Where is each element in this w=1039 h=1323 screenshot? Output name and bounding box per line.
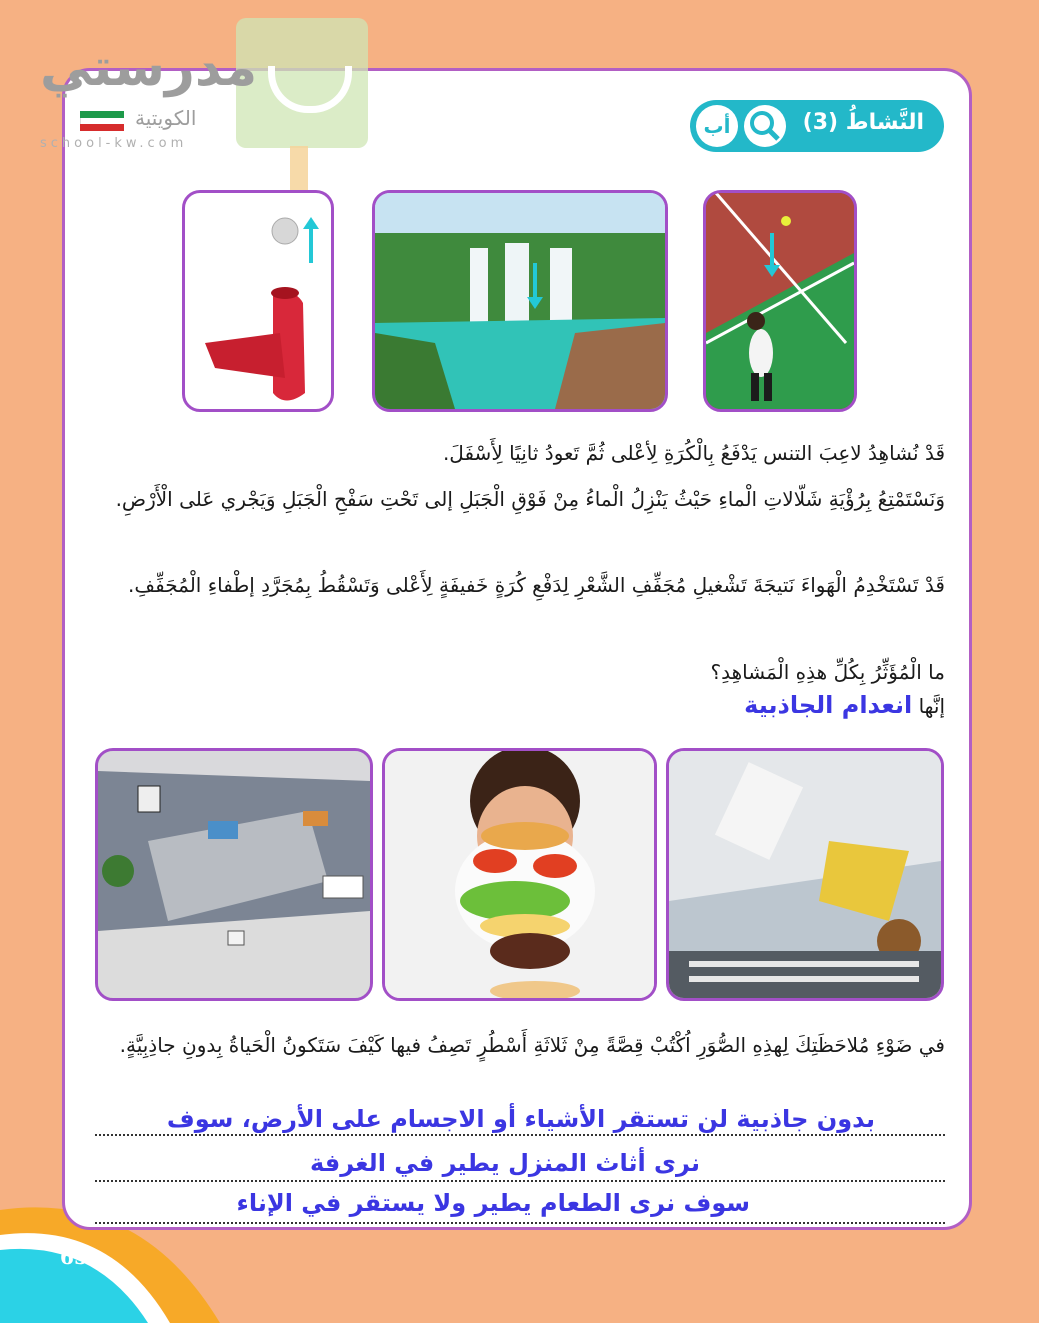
pencil-ab-icon: أب: [696, 105, 738, 147]
dotted-line-1: [95, 1134, 945, 1136]
boy-floating-burger-image: [382, 748, 657, 1001]
logo-subtitle: الكويتية: [135, 106, 197, 130]
hair-dryer-ball-image: [182, 190, 334, 412]
kuwait-flag-icon: [80, 111, 124, 131]
dotted-line-3: [95, 1222, 945, 1224]
floating-room-image: [95, 748, 373, 1001]
logo-url: school-kw.com: [40, 136, 188, 151]
answer-line: [100, 690, 945, 721]
answer-text: انعدام الجاذبية: [744, 691, 913, 719]
magnifier-icon: [744, 105, 786, 147]
paragraph-waterfall: وَنَسْتَمْتِعُ بِرُؤْيَةِ شَلّالاتِ الْماءِ حَيْثُ يَنْزِلُ الْماءُ مِنْ فَوْقِ الْجَبَلِ إلى تَحْتِ سَفْحِ الْجَبَلِ وَيَجْري عَلى الْأَرْضِ.: [115, 487, 945, 511]
story-line-2[interactable]: نرى أثاث المنزل يطير في الغرفة: [309, 1149, 700, 1177]
paragraph-dryer: قَدْ تَسْتَخْدِمُ الْهَواءَ نَتيجَةَ تَشْغيلِ مُجَفِّفِ الشَّعْرِ لِدَفْعِ كُرَةٍ خَفيفَةٍ لِأَعْلى وَتَسْقُطُ بِمُجَرَّدِ إطْفاءِ الْمُجَفِّفِ.: [128, 573, 945, 597]
waterfall-image: [372, 190, 668, 412]
activity-header: [690, 100, 944, 152]
story-line-3[interactable]: سوف نرى الطعام يطير ولا يستقر في الإناء: [236, 1189, 750, 1217]
paragraph-tennis: قَدْ نُشاهِدُ لاعِبَ التنس يَدْفَعُ بِالْكُرَةِ لِأعْلى ثُمَّ تَعودُ ثانِيًا لِأَسْفَلَ.: [442, 441, 945, 465]
story-prompt: في ضَوْءِ مُلاحَظَتِكَ لِهذِهِ الصُّوَرِ اُكْتُبْ قِصَّةً مِنْ ثَلاثَةِ أَسْطُرٍ تَصِفُ فيها كَيْفَ سَتَكونُ الْحَياةُ بِدونِ جاذِبِيَّةٍ.: [119, 1033, 945, 1057]
page-number: 65: [60, 1245, 88, 1269]
answer-prefix: إنَّها: [918, 694, 945, 718]
floating-chairs-image: [666, 748, 944, 1001]
logo-name: مدرستي: [40, 38, 258, 98]
activity-title: النَّشاطُ (3): [802, 110, 924, 135]
story-line-1[interactable]: بدون جاذبية لن تستقر الأشياء أو الاجسام على الأرض، سوف: [166, 1105, 875, 1133]
dotted-line-2: [95, 1180, 945, 1182]
tennis-player-image: [703, 190, 857, 412]
question-text: ما الْمُؤَثِّرُ بِكُلِّ هذِهِ الْمَشاهِدِ؟: [710, 660, 945, 684]
site-logo: [40, 18, 380, 188]
